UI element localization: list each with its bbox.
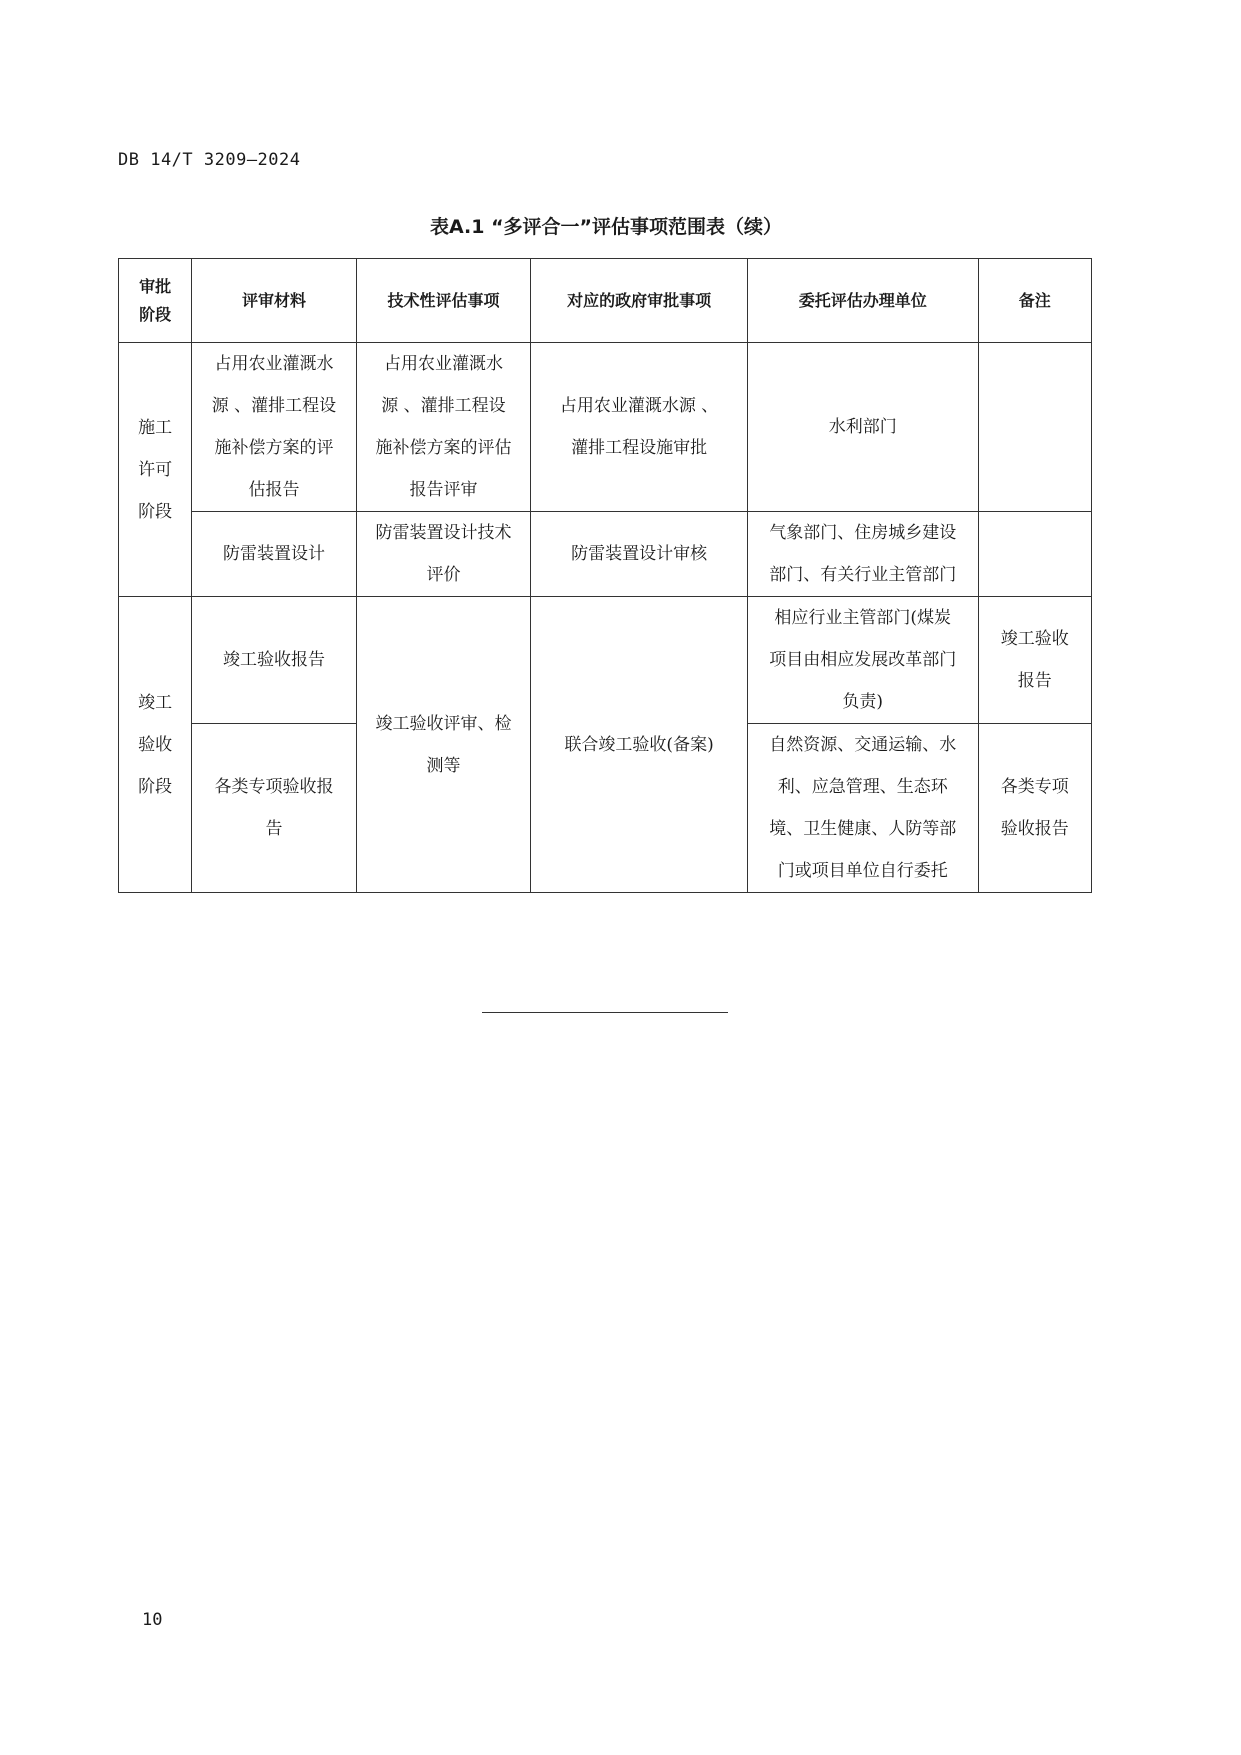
approval-cell: 防雷装置设计审核 — [531, 512, 748, 597]
material-cell: 占用农业灌溉水 源 、灌排工程设 施补偿方案的评 估报告 — [192, 343, 357, 512]
approval-cell: 占用农业灌溉水源 、 灌排工程设施审批 — [531, 343, 748, 512]
table-title: 表A.1 “多评合一”评估事项范围表（续） — [429, 216, 783, 238]
end-of-table-rule — [482, 1012, 728, 1013]
material-cell: 防雷装置设计 — [192, 512, 357, 597]
unit-cell: 水利部门 — [747, 343, 978, 512]
column-header-tech: 技术性评估事项 — [356, 259, 531, 343]
approval-cell: 联合竣工验收(备案) — [531, 597, 748, 893]
unit-cell: 自然资源、交通运输、水 利、应急管理、生态环 境、卫生健康、人防等部 门或项目单位自行委托 — [747, 724, 978, 893]
note-cell — [978, 343, 1091, 512]
unit-cell: 气象部门、住房城乡建设 部门、有关行业主管部门 — [747, 512, 978, 597]
column-header-unit: 委托评估办理单位 — [747, 259, 978, 343]
table-row — [119, 343, 1092, 512]
table-header-row — [119, 259, 1092, 343]
document-code: DB 14/T 3209—2024 — [118, 150, 301, 170]
tech-cell: 竣工验收评审、检 测等 — [356, 597, 531, 893]
column-header-note: 备注 — [978, 259, 1091, 343]
material-cell: 各类专项验收报 告 — [192, 724, 357, 893]
stage-cell: 竣工 验收 阶段 — [119, 597, 192, 893]
unit-cell: 相应行业主管部门(煤炭 项目由相应发展改革部门 负责) — [747, 597, 978, 724]
table-row — [119, 597, 1092, 724]
column-header-stage: 审批 阶段 — [119, 259, 192, 343]
tech-cell: 占用农业灌溉水 源 、灌排工程设 施补偿方案的评估 报告评审 — [356, 343, 531, 512]
table-row — [119, 512, 1092, 597]
note-cell: 竣工验收 报告 — [978, 597, 1091, 724]
stage-cell: 施工 许可 阶段 — [119, 343, 192, 597]
tech-cell: 防雷装置设计技术 评价 — [356, 512, 531, 597]
column-header-material: 评审材料 — [192, 259, 357, 343]
material-cell: 竣工验收报告 — [192, 597, 357, 724]
evaluation-scope-table — [118, 258, 1092, 893]
column-header-approval: 对应的政府审批事项 — [531, 259, 748, 343]
note-cell — [978, 512, 1091, 597]
page-number: 10 — [142, 1610, 163, 1630]
note-cell: 各类专项 验收报告 — [978, 724, 1091, 893]
